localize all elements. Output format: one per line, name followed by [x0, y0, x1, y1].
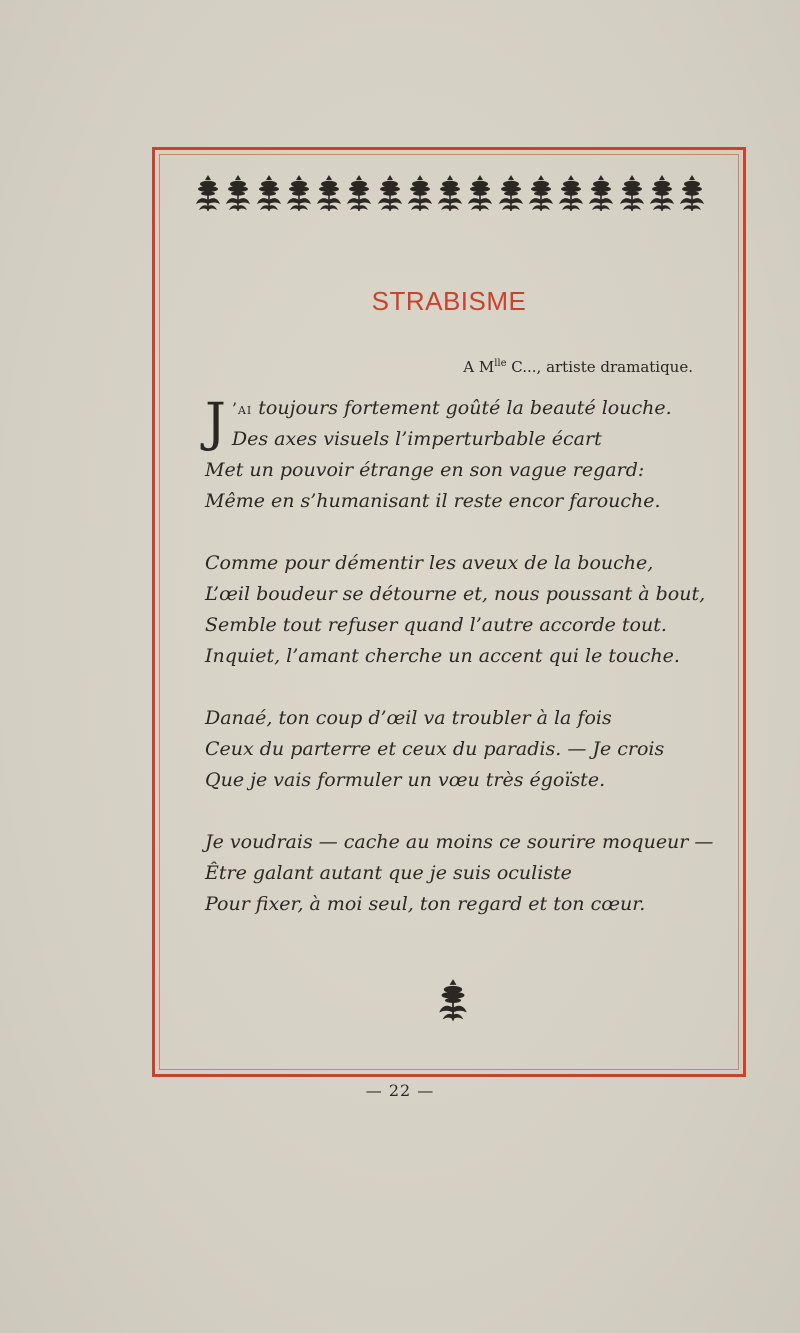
red-border-frame	[152, 147, 746, 1077]
poem-title: STRABISME	[371, 286, 527, 316]
poem-line: Pour fixer, à moi seul, ton regard et ton cœur.	[205, 893, 646, 915]
first-line-text: toujours fortement goûté la beauté louche.	[252, 397, 672, 419]
dedication-suffix: C..., artiste dramatique.	[506, 358, 693, 376]
drop-cap: J	[205, 393, 226, 453]
flower-ornament-icon	[316, 174, 342, 214]
flower-ornament-icon	[438, 978, 468, 1024]
flower-ornament-icon	[619, 174, 645, 214]
poem-line: Que je vais formuler un vœu très égoïste.	[205, 769, 606, 791]
flower-ornament-icon	[195, 174, 221, 214]
flower-ornament-icon	[377, 174, 403, 214]
stanza-2	[205, 548, 725, 672]
poem-line: Semble tout refuser quand l’autre accorde tout.	[205, 614, 667, 636]
poem-line: Être galant autant que je suis oculiste	[205, 862, 572, 884]
poem-line: Comme pour démentir les aveux de la bouche,	[205, 552, 654, 574]
flower-ornament-icon	[679, 174, 705, 214]
flower-ornament-icon	[407, 174, 433, 214]
flower-ornament-icon	[225, 174, 251, 214]
stanza-4	[205, 827, 725, 920]
flower-ornament-icon	[558, 174, 584, 214]
flower-ornament-icon	[437, 174, 463, 214]
poem-line: Même en s’humanisant il reste encor farouche.	[205, 490, 661, 512]
small-caps-opening: ’ai	[231, 399, 253, 418]
stanza-1	[205, 393, 725, 517]
poem-line: Danaé, ton coup d’œil va troubler à la fois	[205, 707, 612, 729]
flower-ornament-icon	[467, 174, 493, 214]
flower-ornament-icon	[649, 174, 675, 214]
header-ornament-band	[195, 170, 705, 214]
flower-ornament-icon	[528, 174, 554, 214]
dedication	[463, 358, 693, 376]
poem-line	[205, 393, 725, 424]
poem-line: Met un pouvoir étrange en son vague regard:	[205, 459, 645, 481]
dedication-prefix: A M	[463, 358, 495, 376]
flower-ornament-icon	[588, 174, 614, 214]
poem-line: Je voudrais — cache au moins ce sourire moqueur —	[205, 831, 714, 853]
stanza-3	[205, 703, 725, 796]
poem-line: L’œil boudeur se détourne et, nous poussant à bout,	[205, 583, 706, 605]
flower-ornament-icon	[256, 174, 282, 214]
flower-ornament-icon	[346, 174, 372, 214]
poem-line: Ceux du parterre et ceux du paradis. — Je crois	[205, 738, 665, 760]
page-number: — 22 —	[365, 1081, 435, 1100]
poem-line: Inquiet, l’amant cherche un accent qui le touche.	[205, 645, 680, 667]
flower-ornament-icon	[498, 174, 524, 214]
dedication-superscript: lle	[494, 358, 507, 369]
poem-body	[205, 393, 725, 951]
poem-line: Des axes visuels l’imperturbable écart	[231, 428, 602, 450]
flower-ornament-icon	[286, 174, 312, 214]
